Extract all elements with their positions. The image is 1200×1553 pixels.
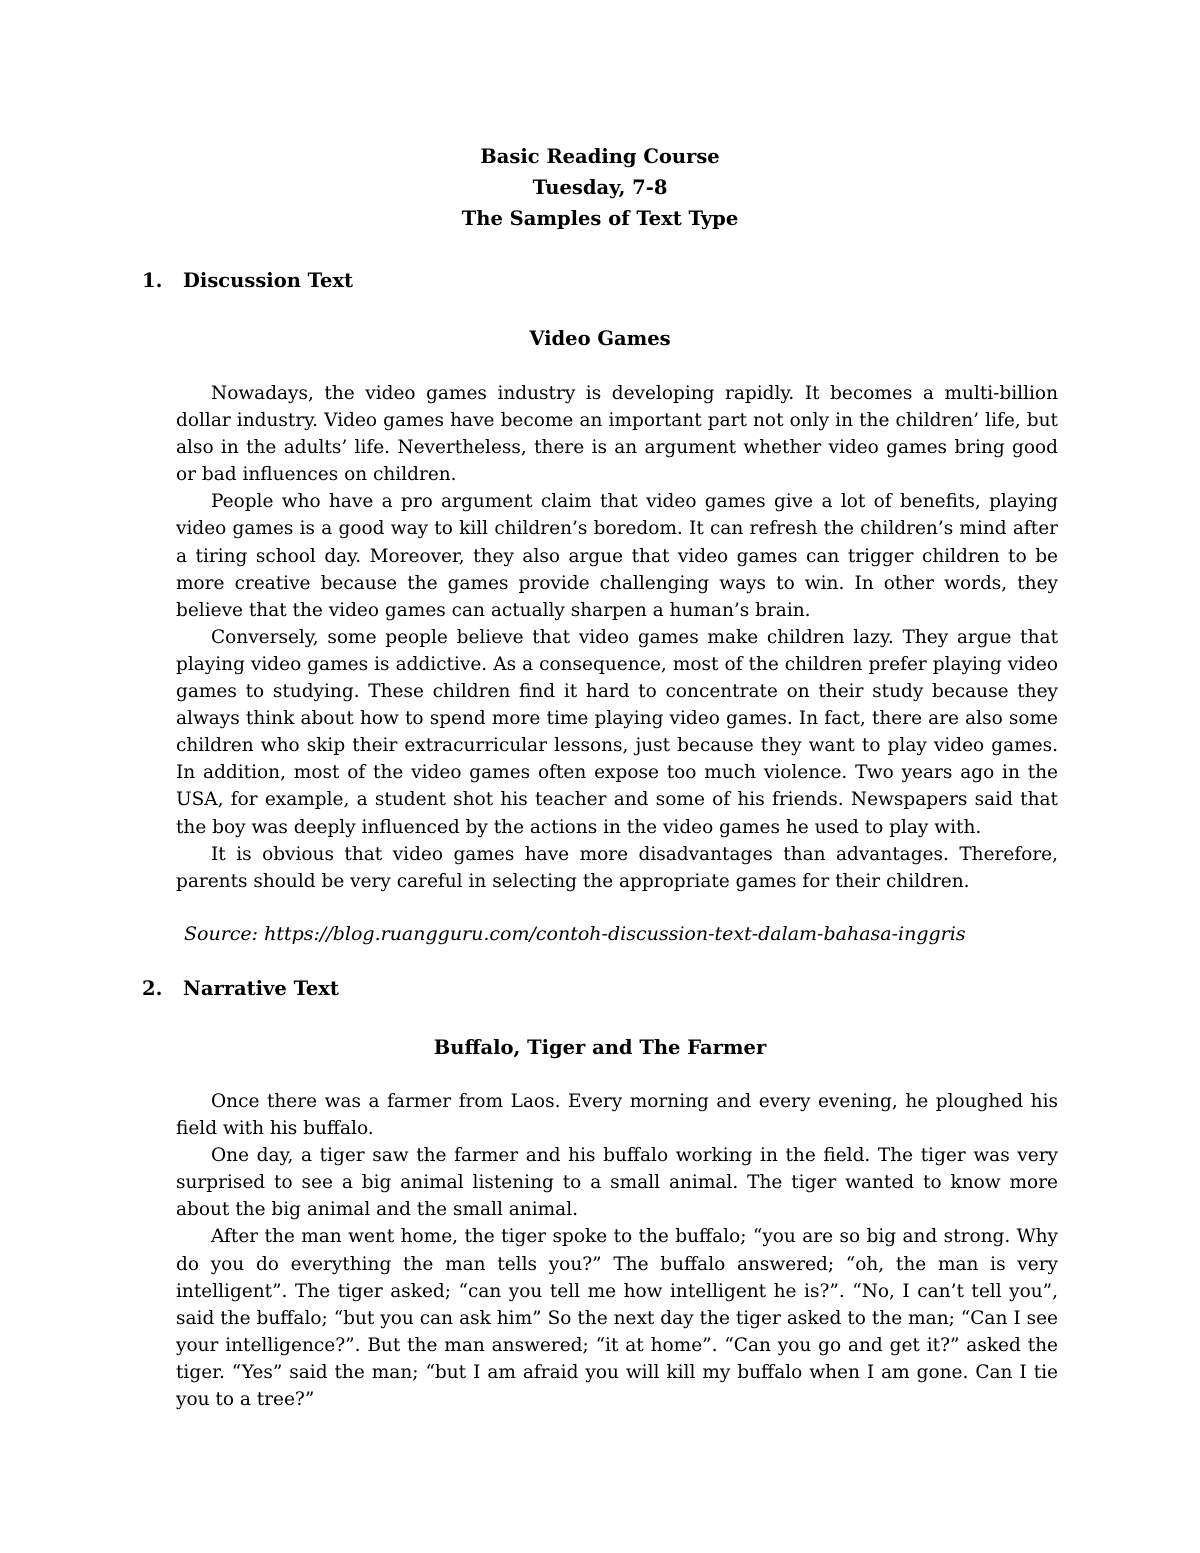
section-number: 1. — [142, 269, 163, 292]
document-subtitle: The Samples of Text Type — [461, 207, 739, 230]
schedule-line: Tuesday, 7-8 — [532, 176, 668, 199]
section-number: 2. — [142, 977, 163, 1000]
paragraph: Conversely, some people believe that video games make children lazy. They argue that playing video games is addictive. As a consequence, most of the children prefer playing video games to studying. These children find it hard to concentrate on their study because they always think about how to spend more time playing video games. In fact, there are also some children who skip their extracurricular lessons, just because they want to play video games. In addition, most of the video games often expose too much violence. Two years ago in the USA, for example, a student shot his teacher and some of his friends. Newspapers said that the boy was deeply influenced by the actions in the video games he used to play with. — [176, 626, 1058, 838]
paragraph: People who have a pro argument claim that video games give a lot of benefits, playing video games is a good way to kill children’s boredom. It can refresh the children’s mind after a tiring school day. Moreover, they also argue that video games can trigger children to be more creative because the games provide challenging ways to win. In other words, they believe that the video games can actually sharpen a human’s brain. — [176, 491, 1058, 621]
paragraph: Nowadays, the video games industry is developing rapidly. It becomes a multi-billion dollar industry. Video games have become an important part not only in the children’ life, but also in the adults’ life. Nevertheless, there is an argument whether video games bring good or bad influences on children. — [176, 383, 1058, 486]
section-heading-discussion — [142, 267, 353, 294]
discussion-body — [176, 380, 1058, 895]
course-title: Basic Reading Course — [480, 145, 720, 168]
narrative-body — [176, 1088, 1058, 1413]
paragraph: After the man went home, the tiger spoke to the buffalo; “you are so big and strong. Why do you do everything the man tells you?” The buffalo answered; “oh, the man is very intelligent”. The tiger asked; “can you tell me how intelligent he is?”. “No, I can’t tell you”, said the buffalo; “but you can ask him” So the next day the tiger asked to the man; “Can I see your intelligence?”. But the man answered; “it at home”. “Can you go and get it?” asked the tiger. “Yes” said the man; “but I am afraid you will kill my buffalo when I am gone. Can I tie you to a tree?” — [176, 1226, 1058, 1411]
source-citation: Source: https://blog.ruangguru.com/contoh-discussion-text-dalam-bahasa-inggris — [184, 923, 966, 945]
paragraph: Once there was a farmer from Laos. Every morning and every evening, he ploughed his field with his buffalo. — [176, 1091, 1058, 1140]
article-title-buffalo-tiger: Buffalo, Tiger and The Farmer — [433, 1036, 767, 1059]
section-heading-text: Discussion Text — [183, 269, 353, 292]
paragraph: One day, a tiger saw the farmer and his buffalo working in the field. The tiger was very surprised to see a big animal listening to a small animal. The tiger wanted to know more about the big animal and the small animal. — [176, 1145, 1058, 1221]
section-heading-text: Narrative Text — [183, 977, 339, 1000]
paragraph: It is obvious that video games have more disadvantages than advantages. Therefore, parents should be very careful in selecting the appropriate games for their children. — [176, 843, 1058, 892]
section-heading-narrative — [142, 975, 339, 1002]
article-title-video-games: Video Games — [529, 327, 671, 350]
